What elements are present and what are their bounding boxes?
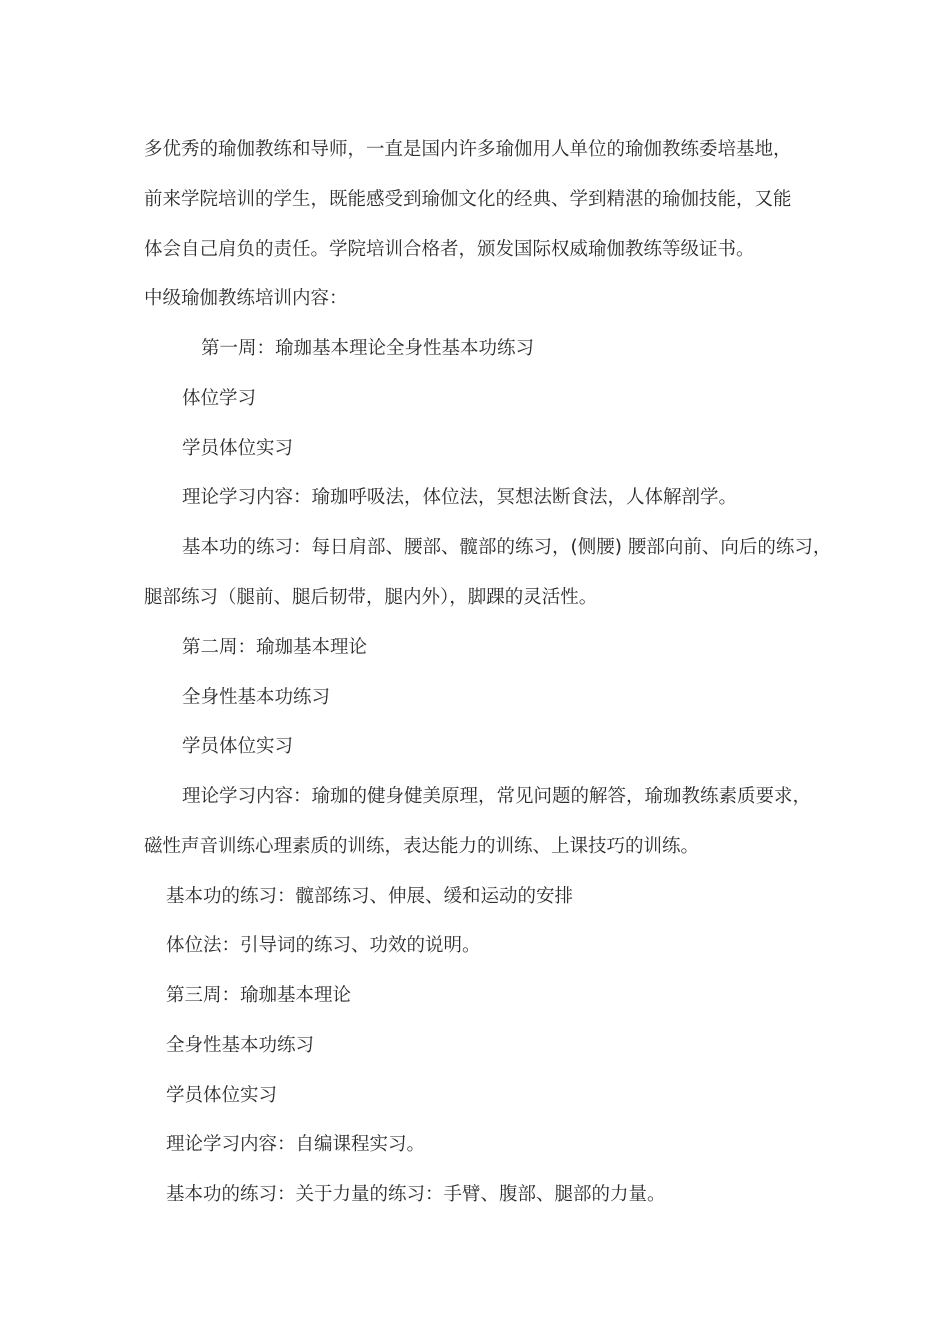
paragraph-line: 多优秀的瑜伽教练和导师，一直是国内许多瑜伽用人单位的瑜伽教练委培基地， <box>144 139 792 160</box>
list-item: 学员体位实习 <box>182 736 294 757</box>
list-item: 基本功的练习：髋部练习、伸展、缓和运动的安排 <box>166 886 574 907</box>
section-heading: 中级瑜伽教练培训内容： <box>144 288 348 309</box>
paragraph-line: 体会自己肩负的责任。学院培训合格者，颁发国际权威瑜伽教练等级证书。 <box>144 239 755 260</box>
week-heading: 第三周：瑜珈基本理论 <box>166 985 352 1006</box>
list-item: 体位学习 <box>182 388 257 409</box>
list-item: 基本功的练习：每日肩部、腰部、髋部的练习，(侧腰) 腰部向前、向后的练习， <box>182 537 832 558</box>
list-item: 理论学习内容：瑜珈呼吸法，体位法，冥想法断食法，人体解剖学。 <box>182 487 738 508</box>
paragraph-line: 磁性声音训练心理素质的训练，表达能力的训练、上课技巧的训练。 <box>144 836 700 857</box>
list-item: 理论学习内容：自编课程实习。 <box>166 1134 426 1155</box>
paragraph-line: 腿部练习（腿前、腿后韧带，腿内外），脚踝的灵活性。 <box>144 587 598 608</box>
list-item: 学员体位实习 <box>182 438 294 459</box>
list-item: 理论学习内容：瑜珈的健身健美原理，常见问题的解答，瑜珈教练素质要求， <box>182 786 812 807</box>
week-heading: 第一周：瑜珈基本理论全身性基本功练习 <box>201 338 535 359</box>
week-heading: 第二周：瑜珈基本理论 <box>182 637 368 658</box>
list-item: 基本功的练习：关于力量的练习：手臂、腹部、腿部的力量。 <box>166 1184 666 1205</box>
list-item: 全身性基本功练习 <box>166 1035 315 1056</box>
list-item: 体位法：引导词的练习、功效的说明。 <box>166 935 481 956</box>
paragraph-line: 前来学院培训的学生，既能感受到瑜伽文化的经典、学到精湛的瑜伽技能，又能 <box>144 189 792 210</box>
list-item: 全身性基本功练习 <box>182 687 331 708</box>
list-item: 学员体位实习 <box>166 1085 278 1106</box>
